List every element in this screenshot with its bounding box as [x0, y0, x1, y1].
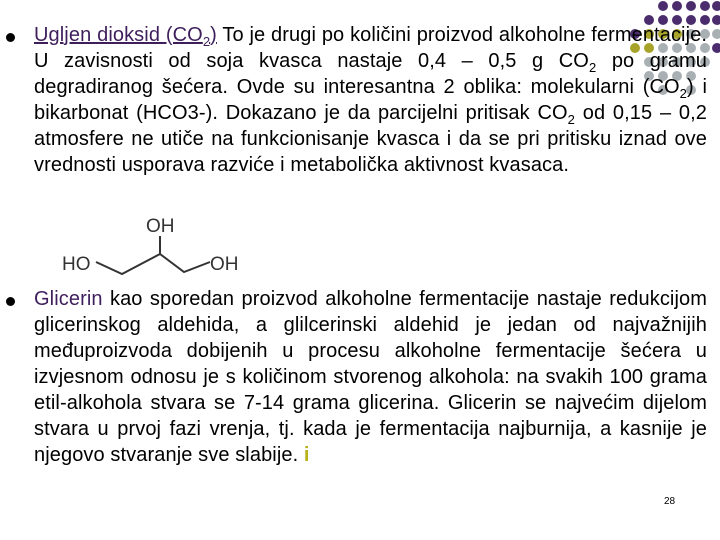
paragraph-text: To je drugi po količini proizvod alkoholne fermentacije. U zavisnosti od soja kvasca nastaje 0,4 – 0,5 g CO [34, 24, 708, 72]
subscript: 2 [679, 86, 687, 101]
dot-row-1 [658, 1, 720, 11]
trailing-mark: i [303, 444, 310, 466]
bullet-marker [6, 297, 15, 306]
term-ugljen-dioksid: Ugljen dioksid $(CO_2)$ [34, 24, 217, 49]
paragraph-co2 [34, 22, 707, 178]
subscript: 2 [567, 112, 576, 127]
paragraph-text: po gramu degradiranog šećera. Ovde su interesantna 2 oblika: molekularni (CO [34, 50, 707, 98]
paragraph-text: kao sporedan proizvod alkoholne fermentacije nastaje redukcijom glicerinskog aldehida, a glilcerinski aldehid je jedan od najvažnijih međuproizvoda dobijenih u procesu alkoholne fermentacije šećera u izvjesnom odnosu je s količinom stvorenog alkohola: na svakih 100 grama etil-alkohola stvara se 7-14 grama glicerina. Glicerin se najvećim dijelom stvara u prvoj fazi vrenja, tj. kada je fermentacija najburnija, a kasnije je njegovo stvaranje sve slabije. [34, 288, 707, 466]
molecule-bonds [96, 254, 210, 274]
molecule-label-right: OH [210, 254, 239, 275]
term-glicerin: Glicerin [34, 288, 103, 310]
glycerol-structure-diagram [60, 214, 250, 278]
paragraph-glicerin [34, 286, 707, 468]
page-number: 28 [664, 496, 676, 507]
subscript: 2 [588, 60, 597, 75]
paragraph-text: od 0,15 – 0,2 atmosfere ne utiče na funkcionisanje kvasca i da se pri pritisku iznad ove vrednosti usporava razviće i metabolička aktivnost kvasaca. [34, 102, 707, 176]
paragraph-text: ) i bikarbonat (HCO3-). Dokazano je da parcijelni pritisak CO [34, 76, 707, 124]
molecule-label-left: HO [62, 254, 91, 275]
bullet-marker [6, 33, 15, 42]
molecule-label-top: OH [146, 216, 175, 237]
